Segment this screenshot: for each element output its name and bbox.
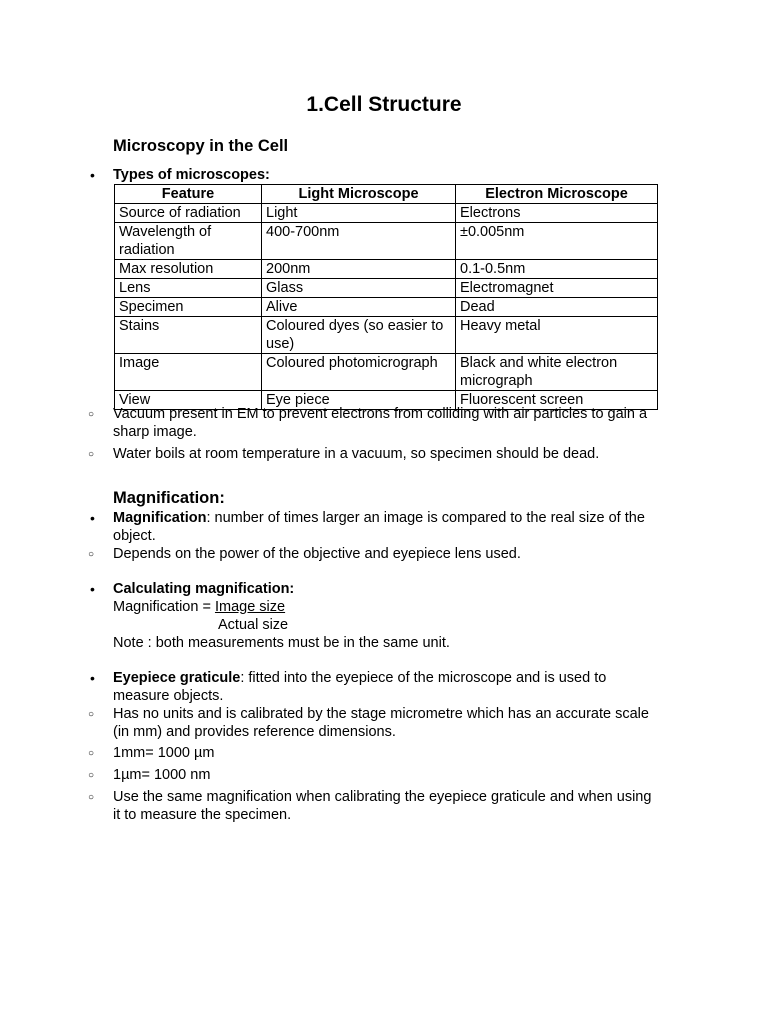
graticule-definition: Eyepiece graticule: fitted into the eyepiece of the microscope and is used to measure objects. [113,670,607,704]
types-label: Types of microscopes: [113,167,270,183]
table-cell: Wavelength of radiation [115,223,262,260]
table-row [115,354,658,391]
table-header-cell: Feature [115,185,262,204]
table-cell: Source of radiation [115,204,262,223]
table-cell: Coloured photomicrograph [262,354,456,391]
table-cell: Fluorescent screen [456,391,658,410]
table-row [115,260,658,279]
table-cell: 400-700nm [262,223,456,260]
table-cell: 0.1-0.5nm [456,260,658,279]
table-cell: Light [262,204,456,223]
table-cell: Electromagnet [456,279,658,298]
table-cell: Stains [115,317,262,354]
table-row [115,223,658,260]
formula-line: Magnification = Image size [113,599,286,615]
formula-denominator: Actual size [218,617,289,633]
table-cell: Electrons [456,204,658,223]
table-cell: Coloured dyes (so easier to use) [262,317,456,354]
table-row [115,204,658,223]
table-header-cell: Electron Microscope [456,185,658,204]
page-title: 1.Cell Structure [306,93,462,116]
note-calibration: Has no units and is calibrated by the stage micrometre which has an accurate scale (in mm) and provides reference dimensions. [113,706,649,740]
microscope-comparison-table [114,184,658,410]
section-heading-microscopy: Microscopy in the Cell [113,137,289,155]
table-cell: View [115,391,262,410]
table-header-row [115,185,658,204]
table-cell: Max resolution [115,260,262,279]
table-cell: Alive [262,298,456,317]
bullet-icon: • [90,167,95,183]
magnification-definition: Magnification: number of times larger an image is compared to the real size of the object. [113,510,645,544]
circle-bullet-icon: ○ [88,709,95,720]
calculating-label: Calculating magnification: [113,581,295,597]
bullet-icon: • [90,510,95,526]
table-row [115,279,658,298]
bullet-icon: • [90,581,95,597]
note-vacuum: Vacuum present in EM to prevent electrons from colliding with air particles to gain a sharp image. [113,406,648,440]
table-cell: Eye piece [262,391,456,410]
section-heading-magnification: Magnification: [113,489,225,507]
table-cell: Heavy metal [456,317,658,354]
table-header-cell: Light Microscope [262,185,456,204]
note-um-nm: 1µm= 1000 nm [113,767,211,783]
circle-bullet-icon: ○ [88,449,95,460]
table-cell: Lens [115,279,262,298]
table-cell: Dead [456,298,658,317]
table-cell: Glass [262,279,456,298]
table-row [115,298,658,317]
circle-bullet-icon: ○ [88,792,95,803]
circle-bullet-icon: ○ [88,409,95,420]
circle-bullet-icon: ○ [88,770,95,781]
table-row [115,317,658,354]
table-cell: Black and white electron micrograph [456,354,658,391]
note-mm-um: 1mm= 1000 µm [113,745,215,761]
note-water-boils: Water boils at room temperature in a vacuum, so specimen should be dead. [113,446,600,462]
circle-bullet-icon: ○ [88,549,95,560]
table-cell: Image [115,354,262,391]
table-cell: ±0.005nm [456,223,658,260]
bullet-icon: • [90,670,95,686]
note-same-magnification: Use the same magnification when calibrating the eyepiece graticule and when using it to measure the specimen. [113,789,652,823]
note-lens-power: Depends on the power of the objective and eyepiece lens used. [113,546,521,562]
table-cell: 200nm [262,260,456,279]
table-cell: Specimen [115,298,262,317]
formula-note: Note : both measurements must be in the same unit. [113,635,450,651]
circle-bullet-icon: ○ [88,748,95,759]
